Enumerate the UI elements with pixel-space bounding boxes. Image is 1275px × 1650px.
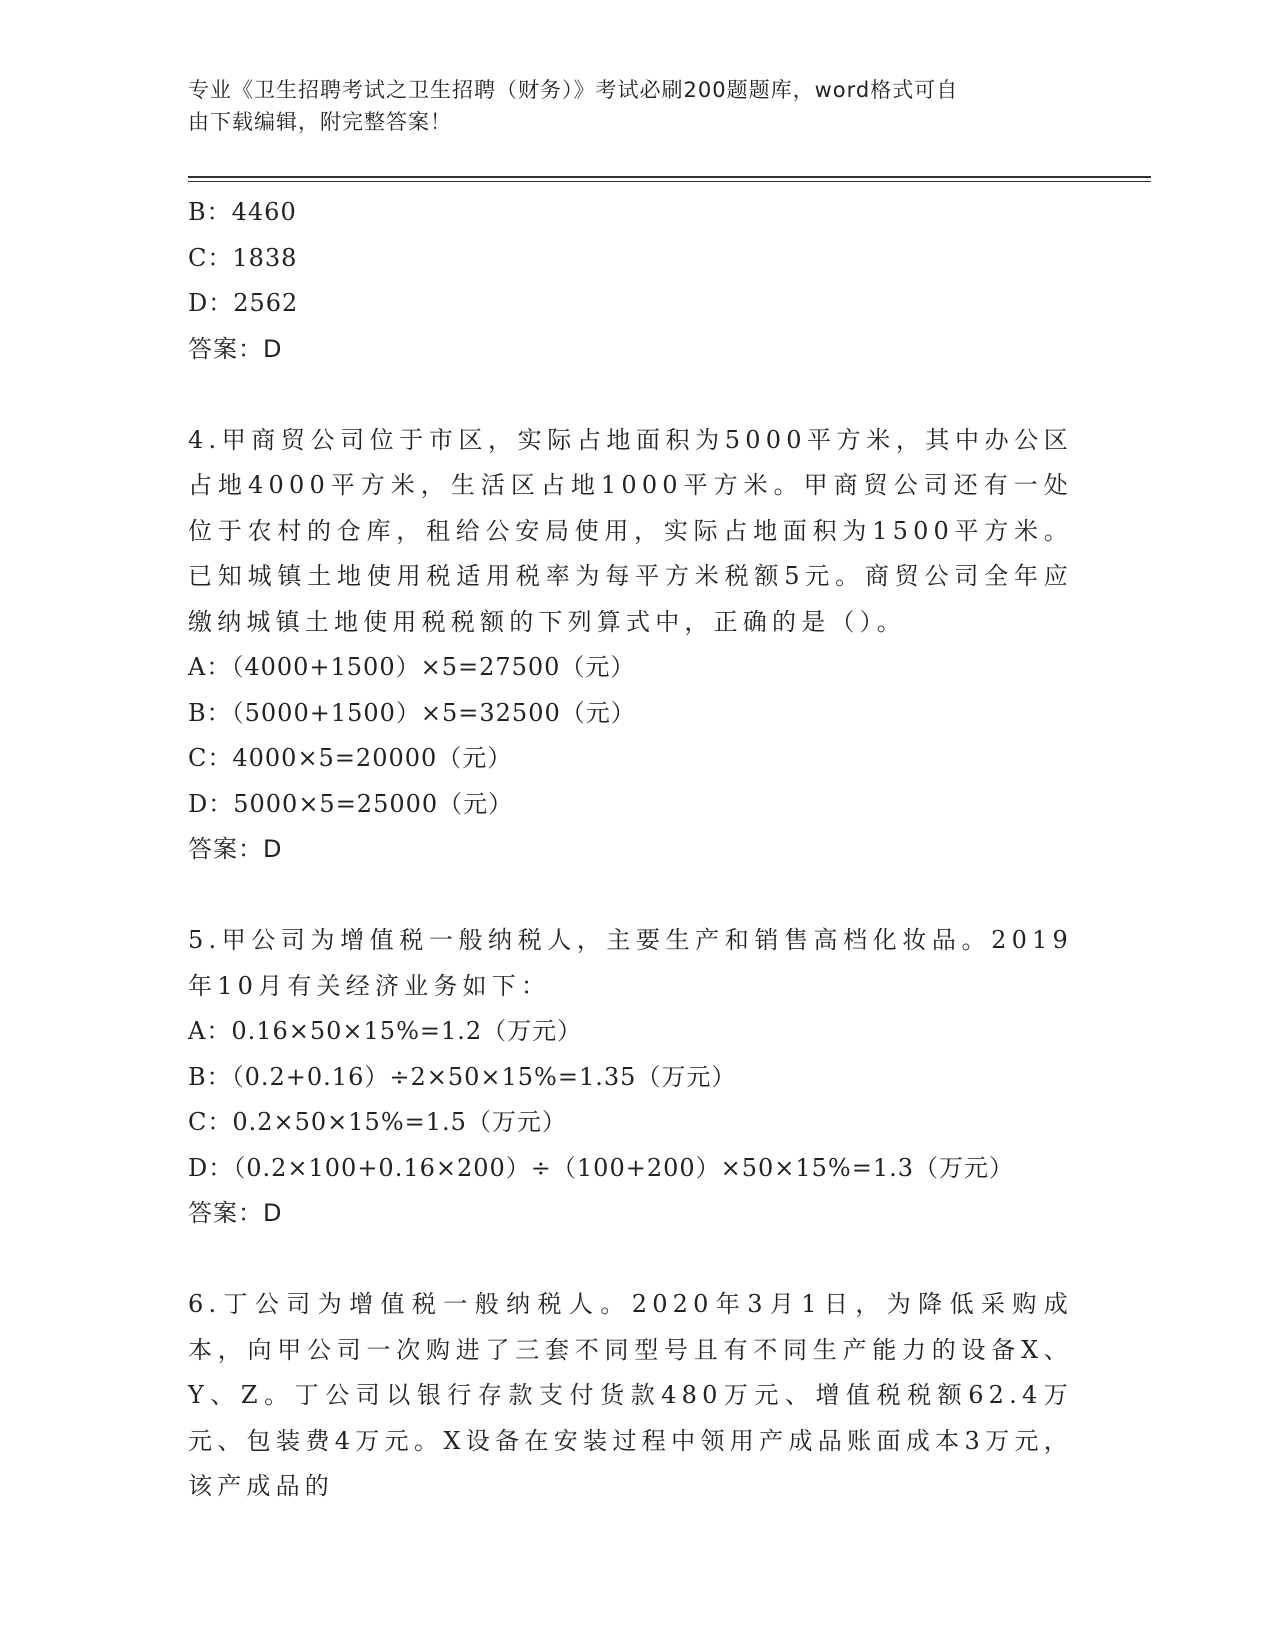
q4-text: 4.甲商贸公司位于市区，实际占地面积为5000平方米，其中办公区占地4000平方米，生活区占地1000平方米。甲商贸公司还有一处位于农村的仓库，租给公安局使用，实际占地面积为1500平方米。已知城镇土地使用税适用税率为每平方米税额5元。商贸公司全年应缴纳城镇土地使用税税额的下列算式中，正确的是（）。 (188, 425, 1073, 636)
q4-option-a: A：（4000+1500）×5=27500（元） (188, 653, 636, 681)
document-body (188, 190, 1088, 1510)
spacer (188, 873, 1088, 919)
q4-answer: 答案：D (188, 835, 283, 863)
q4-option-c: C：4000×5=20000（元） (188, 744, 513, 772)
q5-option-d: D：（0.2×100+0.16×200）÷（100+200）×50×15%=1.3（万元） (188, 1153, 1015, 1182)
question-4-block (188, 418, 1088, 873)
q3-option-c: C：1838 (188, 243, 298, 272)
question-5-block (188, 918, 1088, 1237)
q3-answer: 答案：D (188, 334, 283, 363)
q4-option-d: D：5000×5=25000（元） (188, 789, 514, 818)
question-3-block (188, 190, 1088, 372)
q3-option-d: D：2562 (188, 289, 299, 317)
q6-text: 6.丁公司为增值税一般纳税人。2020年3月1日，为降低采购成本，向甲公司一次购进了三套不同型号且有不同生产能力的设备X、Y、Z。丁公司以银行存款支付货款480万元、增值税税额62.4万元、包装费4万元。X设备在安装过程中领用产成品账面成本3万元，该产成品的 (188, 1290, 1073, 1500)
q4-option-b: B：（5000+1500）×5=32500（元） (188, 698, 636, 727)
page-header (188, 74, 1068, 138)
spacer (188, 1237, 1088, 1283)
q5-text: 5.甲公司为增值税一般纳税人，主要生产和销售高档化妆品。2019年10月有关经济业务如下： (188, 926, 1073, 1000)
header-rule-thin (188, 181, 1151, 182)
q3-option-b: B：4460 (188, 198, 297, 226)
header-line-1: 专业《卫生招聘考试之卫生招聘（财务）》考试必刷200题题库，word格式可自 (188, 78, 959, 102)
q5-option-a: A：0.16×50×15%=1.2（万元） (188, 1017, 583, 1045)
header-rule-thick (188, 176, 1151, 178)
header-line-2: 由下载编辑，附完整答案！ (188, 110, 452, 134)
q5-option-b: B：（0.2+0.16）÷2×50×15%=1.35（万元） (188, 1062, 737, 1091)
question-6-block (188, 1282, 1088, 1510)
q5-option-c: C：0.2×50×15%=1.5（万元） (188, 1108, 567, 1136)
spacer (188, 372, 1088, 418)
q5-answer: 答案：D (188, 1199, 283, 1227)
